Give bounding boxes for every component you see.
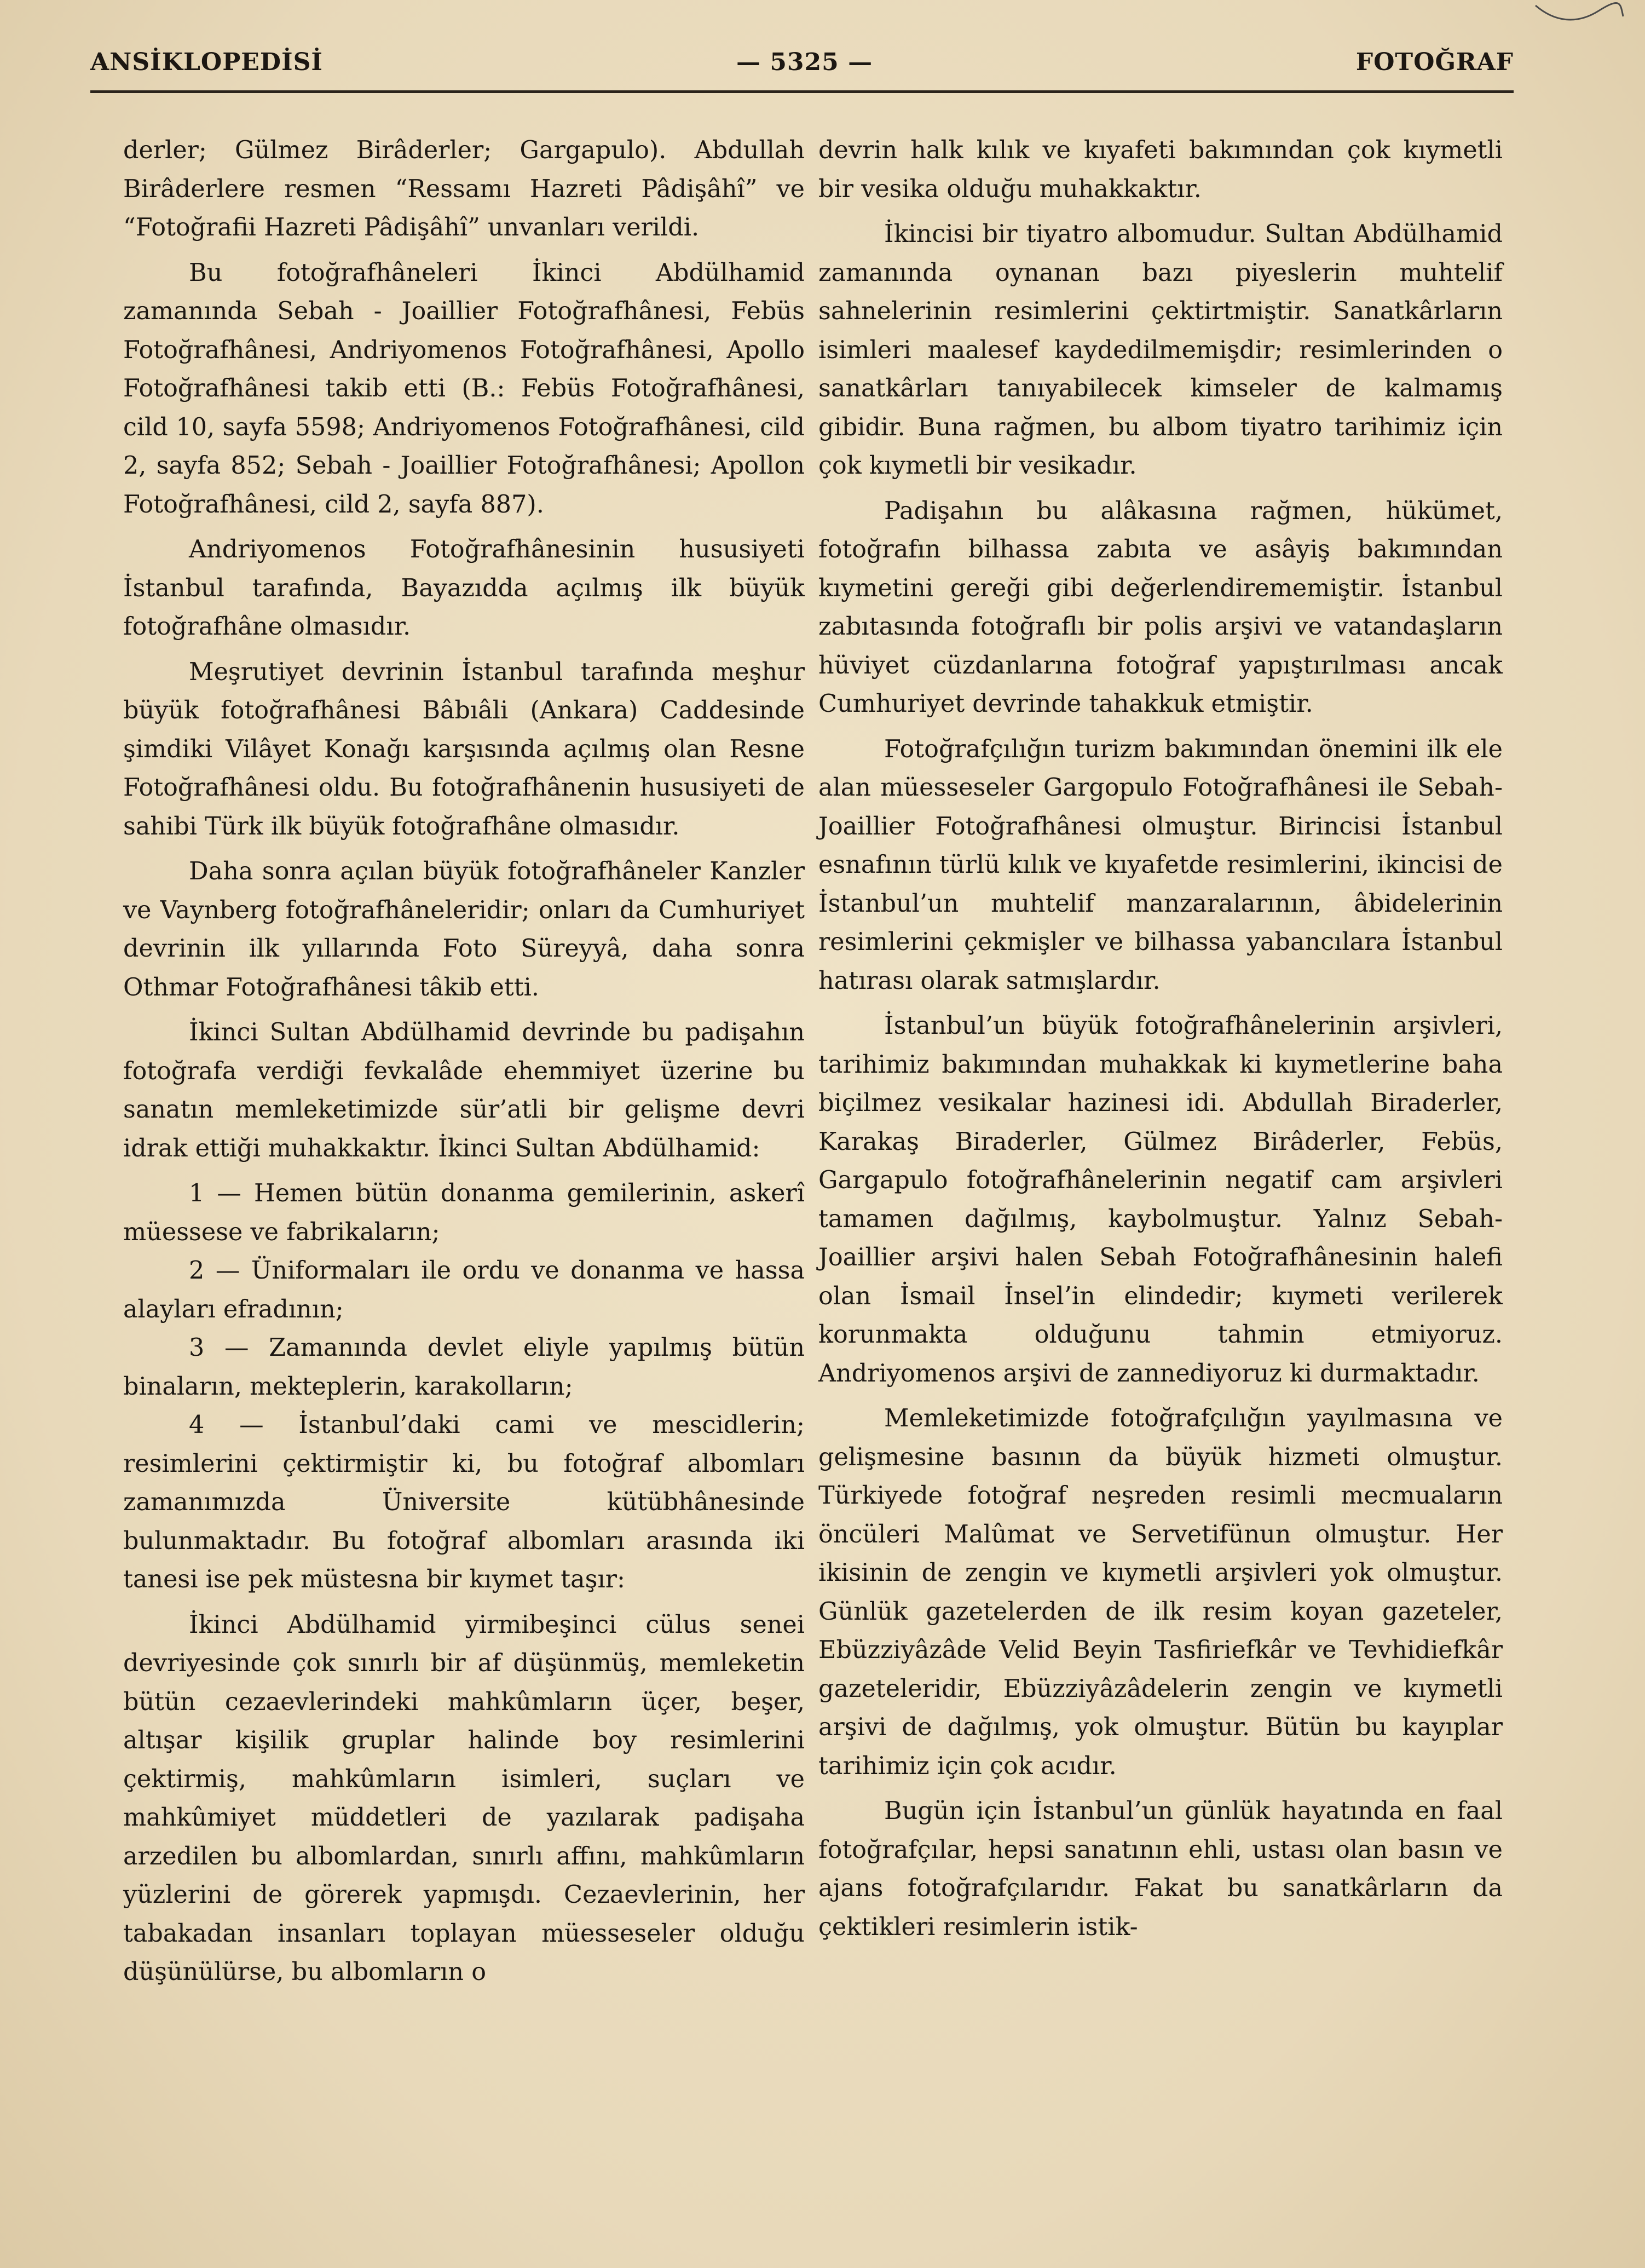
paragraph: Andriyomenos Fotoğrafhânesinin hususiyeti İstanbul tarafında, Bayazıdda açılmış ilk büyük fotoğrafhâne olmasıdır. <box>123 536 805 641</box>
paragraph: İkinci Abdülhamid yirmibeşinci cülus senei devriyesinde çok sınırlı bir af düşünmüş, memleketin bütün cezaevlerindeki mahkûmların üçer, beşer, altışar kişilik gruplar halinde boy resimlerini çektirmiş, mahkûmların isimleri, suçları ve mahkûmiyet müddetleri de yazılarak padişaha arzedilen bu albomlardan, sınırlı affını, mahkûmların yüzlerini de görerek yapmışdı. Cezaevlerinin, her tabakadan insanları toplayan müesseseler olduğu düşünülürse, bu albomların o <box>123 1610 805 1986</box>
paragraph: İkinci Sultan Abdülhamid devrinde bu padişahın fotoğrafa verdiği fevkalâde ehemmiyet üzerine bu sanatın memleketimizde sür’atli bir gelişme devri idrak ettiği muhakkaktır. İkinci Sultan Abdülhamid: <box>123 1018 805 1162</box>
left-column <box>123 131 805 1999</box>
list-item: 3 — Zamanında devlet eliyle yapılmış bütün binaların, mekteplerin, karakolların; <box>123 1334 805 1401</box>
list-item: 4 — İstanbul’daki cami ve mescidlerin; resimlerini çektirmiştir ki, bu fotoğraf albomları zamanımızda Üniversite kütübhânesinde bulunmaktadır. Bu fotoğraf albomları arasında iki tanesi ise pek müstesna bir kıymet taşır: <box>123 1411 805 1593</box>
paragraph: Padişahın bu alâkasına rağmen, hükümet, fotoğrafın bilhassa zabıta ve asâyiş bakımından kıymetini gereği gibi değerlendirememiştir. İstanbul zabıtasında fotoğraflı bir polis arşivi ve vatandaşların hüviyet cüzdanlarına fotoğraf yapıştırılması ancak Cumhuriyet devrinde tahakkuk etmiştir. <box>818 497 1503 718</box>
paragraph: Memleketimizde fotoğrafçılığın yayılmasına ve gelişmesine basının da büyük hizmeti olmuştur. Türkiyede fotoğraf neşreden resimli mecmuaların öncüleri Malûmat ve Servetifünun olmuştur. Her ikisinin de zengin ve kıymetli arşivleri yok olmuştur. Günlük gazetelerden de ilk resim koyan gazeteler, Ebüzziyâzâde Velid Beyin Tasfiriefkâr ve Tevhidiefkâr gazeteleridir, Ebüzziyâzâdelerin zengin ve kıymetli arşivi de dağılmış, yok olmuştur. Bütün bu kayıplar tarihimiz için çok acıdır. <box>818 1404 1503 1780</box>
page-number: — 5325 — <box>736 48 873 76</box>
pen-mark <box>1533 0 1626 33</box>
paragraph: Daha sonra açılan büyük fotoğrafhâneler Kanzler ve Vaynberg fotoğrafhâneleridir; onları da Cumhuriyet devrinin ilk yıllarında Foto Süreyyâ, daha sonra Othmar Fotoğrafhânesi tâkib etti. <box>123 857 805 1001</box>
paragraph: İstanbul’un büyük fotoğrafhânelerinin arşivleri, tarihimiz bakımından muhakkak ki kıymetlerine baha biçilmez vesikalar hazinesi idi. Abdullah Biraderler, Karakaş Biraderler, Gülmez Birâderler, Febüs, Gargapulo fotoğrafhânelerinin negatif cam arşivleri tamamen dağılmış, kaybolmuştur. Yalnız Sebah-Joaillier arşivi halen Sebah Fotoğrafhânesinin halefi olan İsmail İnsel’in elindedir; kıymeti verilerek korunmakta olduğunu tahmin etmiyoruz. Andriyomenos arşivi de zannediyoruz ki durmaktadır. <box>818 1012 1503 1388</box>
paragraph: Bugün için İstanbul’un günlük hayatında en faal fotoğrafçılar, hepsi sanatının ehli, ustası olan basın ve ajans fotoğrafçılarıdır. Fakat bu sanatkârların da çektikleri resimlerin istik- <box>818 1797 1503 1941</box>
paragraph: İkincisi bir tiyatro albomudur. Sultan Abdülhamid zamanında oynanan bazı piyeslerin muhtelif sahnelerinin resimlerini çektirtmiştir. Sanatkârların isimleri maalesef kaydedilmemişdir; resimlerinden o sanatkârları tanıyabilecek kimseler de kalmamış gibidir. Buna rağmen, bu albom tiyatro tarihimiz için çok kıymetli bir vesikadır. <box>818 220 1503 480</box>
list-item: 2 — Üniformaları ile ordu ve donanma ve hassa alayları efradının; <box>123 1257 805 1323</box>
paragraph: Fotoğrafçılığın turizm bakımından önemini ilk ele alan müesseseler Gargopulo Fotoğrafhânesi ile Sebah-Joaillier Fotoğrafhânesi olmuştur. Birincisi İstanbul esnafının türlü kılık ve kıyafetde resimlerini, ikincisi de İstanbul’un muhtelif manzaralarının, âbidelerinin resimlerini çekmişler ve bilhassa yabancılara İstanbul hatırası olarak satmışlardır. <box>818 735 1503 995</box>
paragraph: Meşrutiyet devrinin İstanbul tarafında meşhur büyük fotoğrafhânesi Bâbıâli (Ankara) Caddesinde şimdiki Vilâyet Konağı karşısında açılmış olan Resne Fotoğrafhânesi oldu. Bu fotoğrafhânenin hususiyeti de sahibi Türk ilk büyük fotoğrafhâne olmasıdır. <box>123 658 805 841</box>
running-header <box>90 48 1514 87</box>
list-item: 1 — Hemen bütün donanma gemilerinin, askerî müessese ve fabrikaların; <box>123 1179 805 1246</box>
paragraph: Bu fotoğrafhâneleri İkinci Abdülhamid zamanında Sebah - Joaillier Fotoğrafhânesi, Febüs Fotoğrafhânesi, Andriyomenos Fotoğrafhânesi, Apollo Fotoğrafhânesi takib etti (B.: Febüs Fotoğrafhânesi, cild 10, sayfa 5598; Andriyomenos Fotoğrafhânesi, cild 2, sayfa 852; Sebah - Joaillier Fotoğrafhânesi; Apollon Fotoğrafhânesi, cild 2, sayfa 887). <box>123 258 805 519</box>
paragraph: derler; Gülmez Birâderler; Gargapulo). Abdullah Birâderlere resmen “Ressamı Hazreti Pâdişâhî” ve “Fotoğrafii Hazreti Pâdişâhî” unvanları verildi. <box>123 136 805 241</box>
paragraph: devrin halk kılık ve kıyafeti bakımından çok kıymetli bir vesika olduğu muhakkaktır. <box>818 136 1503 203</box>
right-column <box>818 131 1503 1953</box>
header-rule <box>90 90 1514 93</box>
header-article-label: FOTOĞRAF <box>1355 48 1514 76</box>
header-encyclopedia-label: ANSİKLOPEDİSİ <box>90 48 323 76</box>
